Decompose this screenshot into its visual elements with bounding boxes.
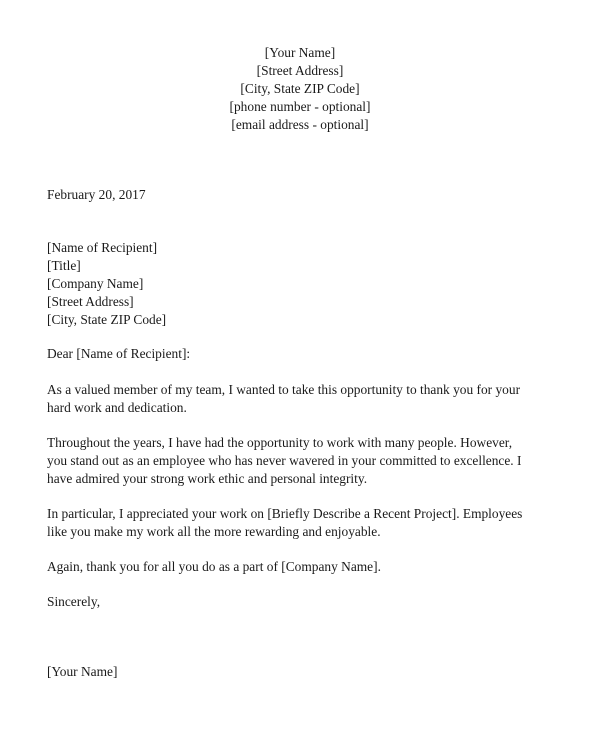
paragraph-line: have admired your strong work ethic and personal integrity. (47, 471, 368, 486)
paragraph-line: Throughout the years, I have had the opportunity to work with many people. However, (47, 435, 513, 450)
sender-name: [Your Name] (264, 45, 336, 60)
sender-email: [email address - optional] (231, 117, 369, 132)
recipient-street: [Street Address] (47, 294, 134, 309)
sender-city: [City, State ZIP Code] (240, 81, 360, 96)
recipient-company: [Company Name] (47, 276, 144, 291)
body-paragraph-2 (47, 434, 557, 488)
sender-street: [Street Address] (256, 63, 344, 78)
paragraph-line: like you make my work all the more rewarding and enjoyable. (47, 524, 381, 539)
paragraph-line: you stand out as an employee who has never wavered in your committed to excellence. I (47, 453, 522, 468)
greeting-block (47, 345, 557, 363)
recipient-city: [City, State ZIP Code] (47, 312, 167, 327)
paragraph-line: As a valued member of my team, I wanted to take this opportunity to thank you for your (47, 382, 521, 397)
signature-name: [Your Name] (47, 664, 118, 679)
body-paragraph-1 (47, 381, 557, 417)
closing-block (47, 593, 557, 611)
letter-date-block (47, 186, 557, 204)
recipient-title: [Title] (47, 258, 81, 273)
sender-phone: [phone number - optional] (229, 99, 371, 114)
paragraph-line: In particular, I appreciated your work on [Briefly Describe a Recent Project]. Employees (47, 506, 523, 521)
sender-address-block (0, 44, 600, 134)
body-paragraph-4 (47, 558, 557, 576)
greeting: Dear [Name of Recipient]: (47, 346, 191, 361)
body-paragraph-3 (47, 505, 557, 541)
recipient-name: [Name of Recipient] (47, 240, 158, 255)
recipient-address-block (47, 239, 557, 329)
closing: Sincerely, (47, 594, 101, 609)
paragraph-line: Again, thank you for all you do as a part of [Company Name]. (47, 559, 381, 574)
paragraph-line: hard work and dedication. (47, 400, 187, 415)
signature-block (47, 663, 557, 681)
letter-date: February 20, 2017 (47, 187, 146, 202)
